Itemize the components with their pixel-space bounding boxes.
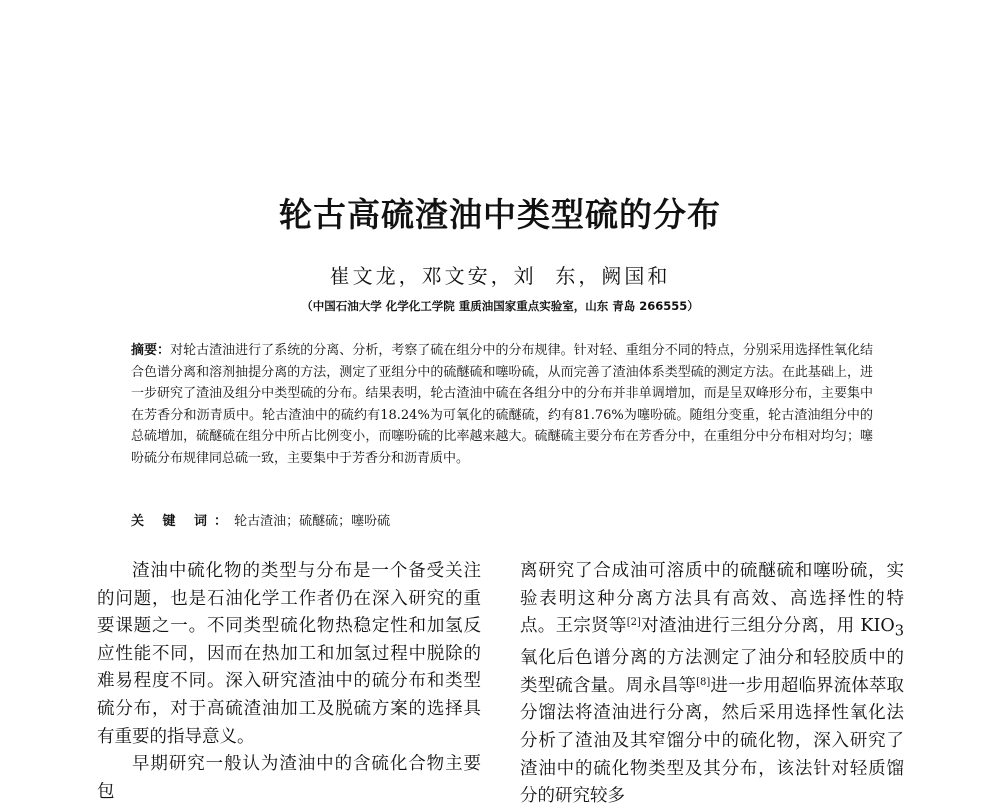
body-column-right [520, 558, 904, 811]
abstract-text: 对轮古渣油进行了系统的分离、分析，考察了硫在组分中的分布规律。针对轻、重组分不同的特点，分别采用选择性氧化结合色谱分离和溶剂抽提分离的方法，测定了亚组分中的硫醚硫和噻吩硫，从而完善了渣油体系类型硫的测定方法。在此基础上，进一步研究了渣油及组分中类型硫的分布。结果表明，轮古渣油中硫在各组分中的分布并非单调增加，而是呈双峰形分布，主要集中在芳香分和沥青质中。轮古渣油中的硫约有18.24%为可氧化的硫醚硫，约有81.76%为噻吩硫。随组分变重，轮古渣油组分中的总硫增加，硫醚硫在组分中所占比例变小，而噻吩硫的比率越来越大。硫醚硫主要分布在芳香分中，在重组分中分布相对均匀；噻吩硫分布规律同总硫一致，主要集中于芳香分和沥青质中。 [131, 343, 873, 466]
body-text: 对渣油进行三组分分离，用 KIO [640, 616, 895, 637]
abstract-block [131, 340, 873, 470]
body-paragraph: 早期研究一般认为渣油中的含硫化合物主要包 [97, 754, 481, 802]
citation-ref: [2] [626, 617, 641, 629]
body-text: 进一步用超临界流体萃取分馏法将渣油进行分离，然后采用选择性氧化法分析了渣油及其窄馏分中的硫化物，深入研究了渣油中的硫化物类型及其分布，该法针对轻质馏分的研究较多 [520, 675, 904, 807]
subscript: 3 [894, 622, 905, 640]
body-text: 离研究了合成油可溶质中的硫醚硫和噻吩硫，实验表明这种分离方法具有高效、高选择性的特点。王宗贤等 [520, 561, 904, 637]
body-column-left [97, 558, 481, 806]
citation-ref: [8] [696, 676, 711, 688]
author-affiliation: （中国石油大学 化学化工学院 重质油国家重点实验室，山东 青岛 266555） [301, 299, 699, 313]
abstract-label: 摘要： [131, 343, 171, 358]
keywords-text: 轮古渣油；硫醚硫；噻吩硫 [234, 514, 391, 529]
keywords-label: 关 键 词： [131, 514, 235, 529]
author-list: 崔文龙，邓文安，刘 东，阙国和 [329, 264, 671, 288]
paper-title: 轮古高硫渣油中类型硫的分布 [279, 195, 721, 234]
body-text: 氧化后色谱分离的方法测定了油分和轻胶质中的类型硫含量。周永昌等 [520, 648, 904, 696]
keywords-block [131, 512, 873, 532]
body-paragraph [520, 558, 904, 811]
body-paragraph: 渣油中硫化物的类型与分布是一个备受关注的问题，也是石油化学工作者仍在深入研究的重要课题之一。不同类型硫化物热稳定性和加氢反应性能不同，因而在热加工和加氢过程中脱除的难易程度不同。深入研究渣油中的硫分布和类型硫分布，对于高硫渣油加工及脱硫方案的选择具有重要的指导意义。 [97, 561, 481, 747]
